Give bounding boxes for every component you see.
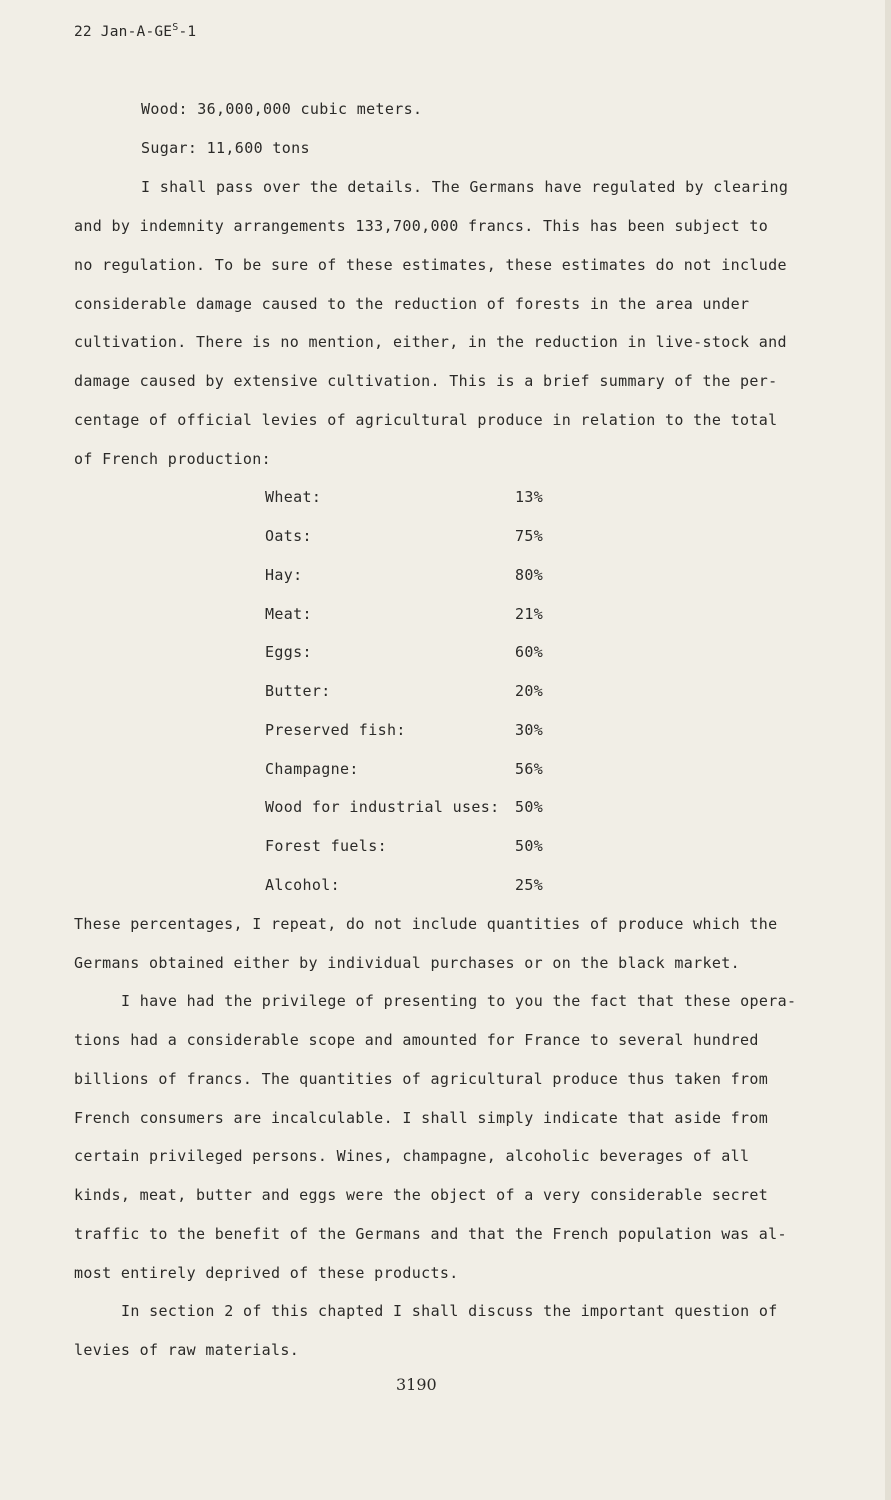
page-number: 3190 xyxy=(396,1375,437,1394)
levy-value: 50% xyxy=(515,837,544,855)
levy-label: Wheat: xyxy=(265,488,322,506)
paragraph3-line: I have had the privilege of presenting to you the fact that these opera- xyxy=(121,992,797,1010)
levy-value: 50% xyxy=(515,798,544,816)
levy-label: Oats: xyxy=(265,527,312,545)
levy-label: Wood for industrial uses: xyxy=(265,798,500,816)
levy-label: Champagne: xyxy=(265,760,359,778)
levy-value: 25% xyxy=(515,876,544,894)
paragraph2-line: Germans obtained either by individual purchases or on the black market. xyxy=(74,954,741,972)
levy-value: 21% xyxy=(515,605,544,623)
paragraph3-line: most entirely deprived of these products. xyxy=(74,1264,459,1282)
levy-label: Forest fuels: xyxy=(265,837,387,855)
paragraph1-line: and by indemnity arrangements 133,700,000 francs. This has been subject to xyxy=(74,217,769,235)
levy-value: 75% xyxy=(515,527,544,545)
levy-label: Hay: xyxy=(265,566,303,584)
wood-line: Wood: 36,000,000 cubic meters. xyxy=(141,100,423,118)
levy-value: 13% xyxy=(515,488,544,506)
paragraph3-line: traffic to the benefit of the Germans and that the French population was al- xyxy=(74,1225,787,1243)
page-edge xyxy=(885,0,891,1500)
paragraph1-line: cultivation. There is no mention, either, in the reduction in live-stock and xyxy=(74,333,787,351)
levy-value: 80% xyxy=(515,566,544,584)
paragraph1-line: centage of official levies of agricultural produce in relation to the total xyxy=(74,411,778,429)
paragraph3-line: certain privileged persons. Wines, champagne, alcoholic beverages of all xyxy=(74,1147,750,1165)
paragraph3-line: billions of francs. The quantities of agricultural produce thus taken from xyxy=(74,1070,769,1088)
paragraph2-line: These percentages, I repeat, do not include quantities of produce which the xyxy=(74,915,778,933)
levy-label: Eggs: xyxy=(265,643,312,661)
levy-label: Alcohol: xyxy=(265,876,341,894)
sugar-line: Sugar: 11,600 tons xyxy=(141,139,310,157)
paragraph1-line: considerable damage caused to the reduction of forests in the area under xyxy=(74,295,750,313)
paragraph4-line: In section 2 of this chapted I shall discuss the important question of xyxy=(121,1302,778,1320)
levy-label: Butter: xyxy=(265,682,331,700)
levy-label: Meat: xyxy=(265,605,312,623)
paragraph1-line: damage caused by extensive cultivation. This is a brief summary of the per- xyxy=(74,372,778,390)
levy-label: Preserved fish: xyxy=(265,721,406,739)
paragraph1-line: I shall pass over the details. The Germans have regulated by clearing xyxy=(141,178,789,196)
paragraph1-line: no regulation. To be sure of these estimates, these estimates do not include xyxy=(74,256,787,274)
paragraph4-line: levies of raw materials. xyxy=(74,1341,300,1359)
levy-value: 30% xyxy=(515,721,544,739)
levy-value: 60% xyxy=(515,643,544,661)
paragraph3-line: tions had a considerable scope and amounted for France to several hundred xyxy=(74,1031,759,1049)
levy-value: 20% xyxy=(515,682,544,700)
levy-value: 56% xyxy=(515,760,544,778)
paragraph1-line: of French production: xyxy=(74,450,271,468)
paragraph3-line: kinds, meat, butter and eggs were the object of a very considerable secret xyxy=(74,1186,769,1204)
document-code: 22 Jan-$A-GE^S-1$ xyxy=(74,22,197,40)
paragraph3-line: French consumers are incalculable. I shall simply indicate that aside from xyxy=(74,1109,769,1127)
